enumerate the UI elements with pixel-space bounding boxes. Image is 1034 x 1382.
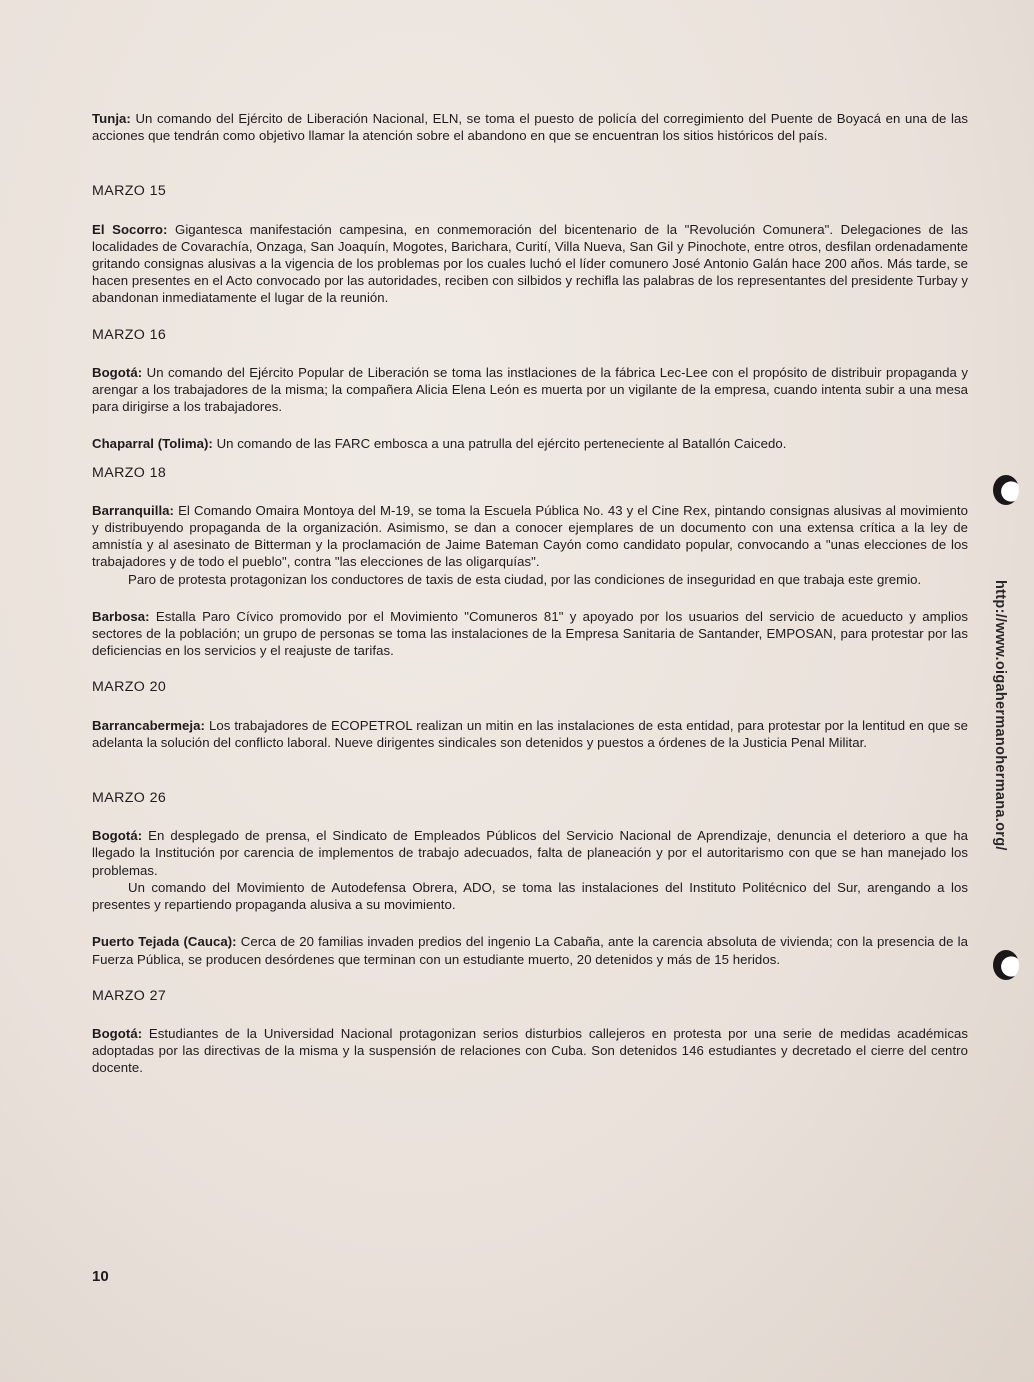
- entry-text: Estalla Paro Cívico promovido por el Movimiento "Comuneros 81" y apoyado por los usuarios del servicio de acueducto y amplios sectores de la población; un grupo de personas se toma las instalaciones de la Empresa Sanitaria de Santander, EMPOSAN, para protestar por las deficiencias en los servicios y el reajuste de tarifas.: [92, 608, 968, 659]
- entry-place: Barranquilla:: [92, 502, 174, 518]
- entry-el-socorro: [92, 221, 968, 307]
- chronology-content: [92, 110, 968, 1077]
- date-heading-marzo-16: MARZO 16: [92, 326, 167, 343]
- date-heading-marzo-15: MARZO 15: [92, 183, 167, 200]
- entry-place: Tunja:: [92, 111, 131, 126]
- entry-place: Puerto Tejada (Cauca):: [92, 934, 237, 950]
- date-heading-marzo-18: MARZO 18: [92, 464, 167, 481]
- entry-ado: [92, 879, 968, 913]
- entry-taxis: [92, 571, 968, 588]
- entry-puerto-tejada: [92, 933, 968, 967]
- entry-text: Un comando del Ejército Popular de Liberación se toma las instlaciones de la fábrica Lec-Lee con el propósito de distribuir propaganda y arengar a los trabajadores de la misma; la compañera Alicia Elena León es muerta por un vigilante de la empresa, cuando intenta subir a una mesa para dirigirse a los trabajadores.: [92, 364, 968, 415]
- entry-text: Estudiantes de la Universidad Nacional protagonizan serios disturbios callejeros en protesta por una serie de medidas académicas adoptadas por las directivas de la misma y la suspensión de relaciones con Cuba. Son detenidos 146 estudiantes y decretado el cierre del centro docente.: [92, 1025, 968, 1076]
- watermark-url: http://www.oigahermanohermana.org/: [992, 580, 1008, 851]
- entry-place: Bogotá:: [92, 364, 143, 380]
- entry-place: Barrancabermeja:: [92, 717, 205, 733]
- entry-place: Bogotá:: [92, 1025, 143, 1041]
- entry-barranquilla: [92, 502, 968, 571]
- entry-text: Cerca de 20 familias invaden predios del ingenio La Cabaña, ante la carencia absoluta de vivienda; con la presencia de la Fuerza Pública, se producen desórdenes que terminan con un estudiante muerto, 20 detenidos y más de 15 heridos.: [92, 934, 968, 967]
- entry-bogota-16: [92, 364, 968, 416]
- entry-place: El Socorro:: [92, 221, 168, 237]
- entry-text: Un comando de las FARC embosca a una patrulla del ejército perteneciente al Batallón Caicedo.: [212, 436, 787, 452]
- binder-hole-icon: [993, 475, 1019, 505]
- entry-text: El Comando Omaira Montoya del M-19, se toma la Escuela Pública No. 43 y el Cine Rex, pintando consignas alusivas al movimiento y distribuyendo propaganda de la organización. Asimismo, se dan a conocer ejemplares de un documento con una extensa crítica a la ley de amnistía y al asesinato de Bitterman y la proclamación de Jaime Bateman Cayón como candidato popular, convocando a "unas elecciones de los trabajadores y de todo el pueblo", contra "las elecciones de las oligarquías".: [92, 502, 968, 570]
- date-heading-marzo-26: MARZO 26: [92, 790, 167, 807]
- date-heading-marzo-20: MARZO 20: [92, 679, 167, 696]
- entry-chaparral: [92, 435, 968, 452]
- entry-barrancabermeja: [92, 717, 968, 751]
- entry-place: Barbosa:: [92, 608, 150, 624]
- entry-bogota-27: [92, 1025, 968, 1077]
- page-number: 10: [92, 1268, 109, 1285]
- entry-place: Chaparral (Tolima):: [92, 436, 213, 452]
- binder-hole-icon: [993, 950, 1019, 980]
- date-heading-marzo-27: MARZO 27: [92, 987, 167, 1004]
- entry-text: Paro de protesta protagonizan los conductores de taxis de esta ciudad, por las condiciones de inseguridad en que trabaja este gremio.: [128, 571, 922, 587]
- entry-text: Un comando del Movimiento de Autodefensa Obrera, ADO, se toma las instalaciones del Instituto Politécnico del Sur, arengando a los presentes y repartiendo propaganda alusiva a su movimiento.: [92, 879, 968, 913]
- entry-tunja: [92, 110, 968, 144]
- entry-barbosa: [92, 608, 968, 660]
- entry-text: En desplegado de prensa, el Sindicato de Empleados Públicos del Servicio Nacional de Aprendizaje, denuncia el deterioro a que ha llegado la Institución por carencia de implementos de trabajo adecuados, falta de planeación y por el autoritarismo con que se han manejado los problemas.: [92, 828, 968, 878]
- entry-bogota-26: [92, 827, 968, 879]
- entry-text: Los trabajadores de ECOPETROL realizan un mitin en las instalaciones de esta entidad, para protestar por la lentitud en que se adelanta la solución del conflicto laboral. Nueve dirigentes sindicales son detenidos y puestos a órdenes de la Justicia Penal Militar.: [92, 717, 968, 750]
- entry-text: Un comando del Ejército de Liberación Nacional, ELN, se toma el puesto de policía del corregimiento del Puente de Boyacá en una de las acciones que tendrán como objetivo llamar la atención sobre el abandono en que se encuentran los sitios históricos del país.: [92, 111, 968, 144]
- entry-text: Gigantesca manifestación campesina, en conmemoración del bicentenario de la "Revolución Comunera". Delegaciones de las localidades de Covarachía, Onzaga, San Joaquín, Mogotes, Barichara, Curití, Villa Nueva, San Gil y Pinochote, entre otros, desfilan ordenadamente gritando consignas alusivas a la vigencia de los problemas por los cuales luchó el líder comunero José Antonio Galán hace 200 años. Más tarde, se hacen presentes en el Acto convocado por las autoridades, reciben con silbidos y rechifla las palabras de los representantes del presidente Turbay y abandonan inmediatamente el lugar de la reunión.: [92, 221, 968, 306]
- entry-place: Bogotá:: [92, 828, 143, 844]
